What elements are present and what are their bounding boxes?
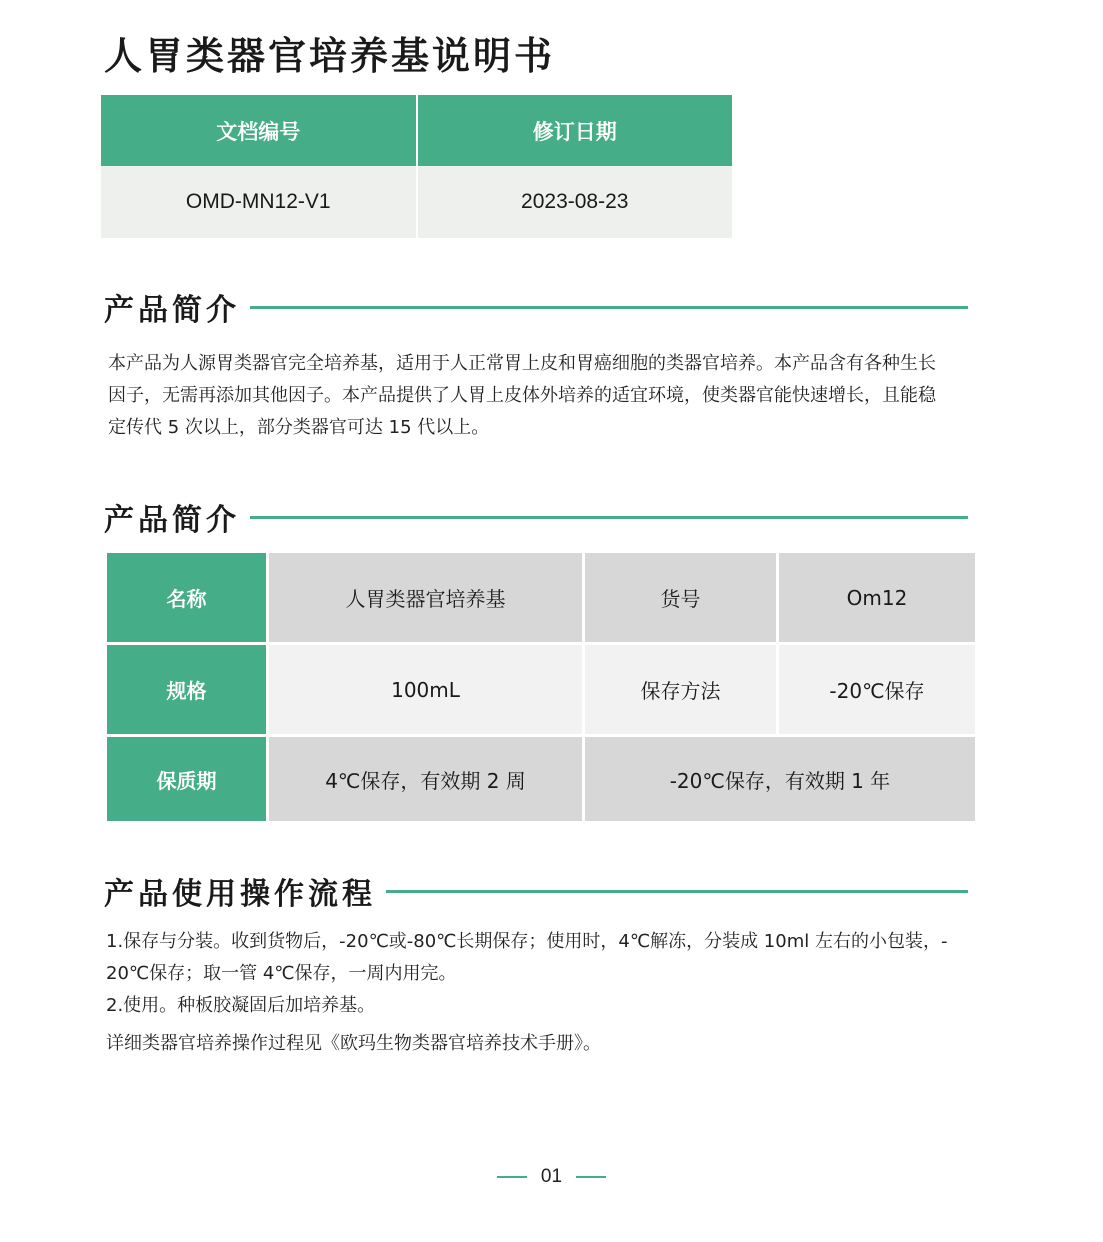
paragraph-line: 因子，无需再添加其他因子。本产品提供了人胃上皮体外培养的适宜环境，使类器官能快速增长，且能稳 xyxy=(108,385,936,406)
procedure-line: 2.使用。种板胶凝固后加培养基。 xyxy=(106,995,376,1016)
storage-method-header: 保存方法 xyxy=(584,644,778,736)
spec-value: 100mL xyxy=(268,644,584,736)
section-usage-procedure-heading: 产品使用操作流程 xyxy=(104,877,376,912)
shelf-life-header: 保质期 xyxy=(106,736,268,823)
catalog-number-header: 货号 xyxy=(584,552,778,644)
name-header: 名称 xyxy=(106,552,268,644)
shelf-life-4c-value: 4℃保存，有效期 2 周 xyxy=(268,736,584,823)
section-product-info xyxy=(104,497,968,537)
product-info-table xyxy=(104,550,978,824)
doc-number-value: OMD-MN12-V1 xyxy=(101,166,417,238)
product-intro-paragraph xyxy=(108,348,978,444)
procedure-line: 20℃保存；取一管 4℃保存，一周内用完。 xyxy=(106,963,457,984)
document-meta-table xyxy=(101,95,732,238)
procedure-line: 1.保存与分装。收到货物后，-20℃或-80℃长期保存；使用时，4℃解冻，分装成 10ml 左右的小包装，- xyxy=(106,931,948,952)
section-divider xyxy=(250,516,968,519)
footer-dash-right xyxy=(576,1176,606,1178)
page-number: 01 xyxy=(540,1166,563,1187)
storage-method-value: -20℃保存 xyxy=(778,644,977,736)
paragraph-line: 定传代 5 次以上，部分类器官可达 15 代以上。 xyxy=(108,417,490,438)
manual-reference-note: 详细类器官培养操作过程见《欧玛生物类器官培养技术手册》。 xyxy=(106,1033,601,1054)
catalog-number-value: Om12 xyxy=(778,552,977,644)
section-product-info-heading: 产品简介 xyxy=(104,503,240,538)
document-title: 人胃类器官培养基说明书 xyxy=(104,34,556,78)
revision-date-header: 修订日期 xyxy=(417,95,733,166)
doc-number-header: 文档编号 xyxy=(101,95,417,166)
shelf-life-minus20c-value: -20℃保存，有效期 1 年 xyxy=(584,736,977,823)
paragraph-line: 本产品为人源胃类器官完全培养基，适用于人正常胃上皮和胃癌细胞的类器官培养。本产品含有各种生长 xyxy=(108,353,936,374)
table-row xyxy=(106,552,977,644)
page-footer xyxy=(0,1166,1103,1188)
section-product-intro-heading: 产品简介 xyxy=(104,293,240,328)
section-product-intro xyxy=(104,287,968,327)
usage-procedure-steps xyxy=(106,926,986,1022)
table-row xyxy=(106,644,977,736)
table-row xyxy=(106,736,977,823)
spec-header: 规格 xyxy=(106,644,268,736)
footer-dash-left xyxy=(497,1176,527,1178)
section-divider xyxy=(250,306,968,309)
section-divider xyxy=(386,890,968,893)
name-value: 人胃类器官培养基 xyxy=(268,552,584,644)
revision-date-value: 2023-08-23 xyxy=(417,166,733,238)
section-usage-procedure xyxy=(104,871,968,911)
